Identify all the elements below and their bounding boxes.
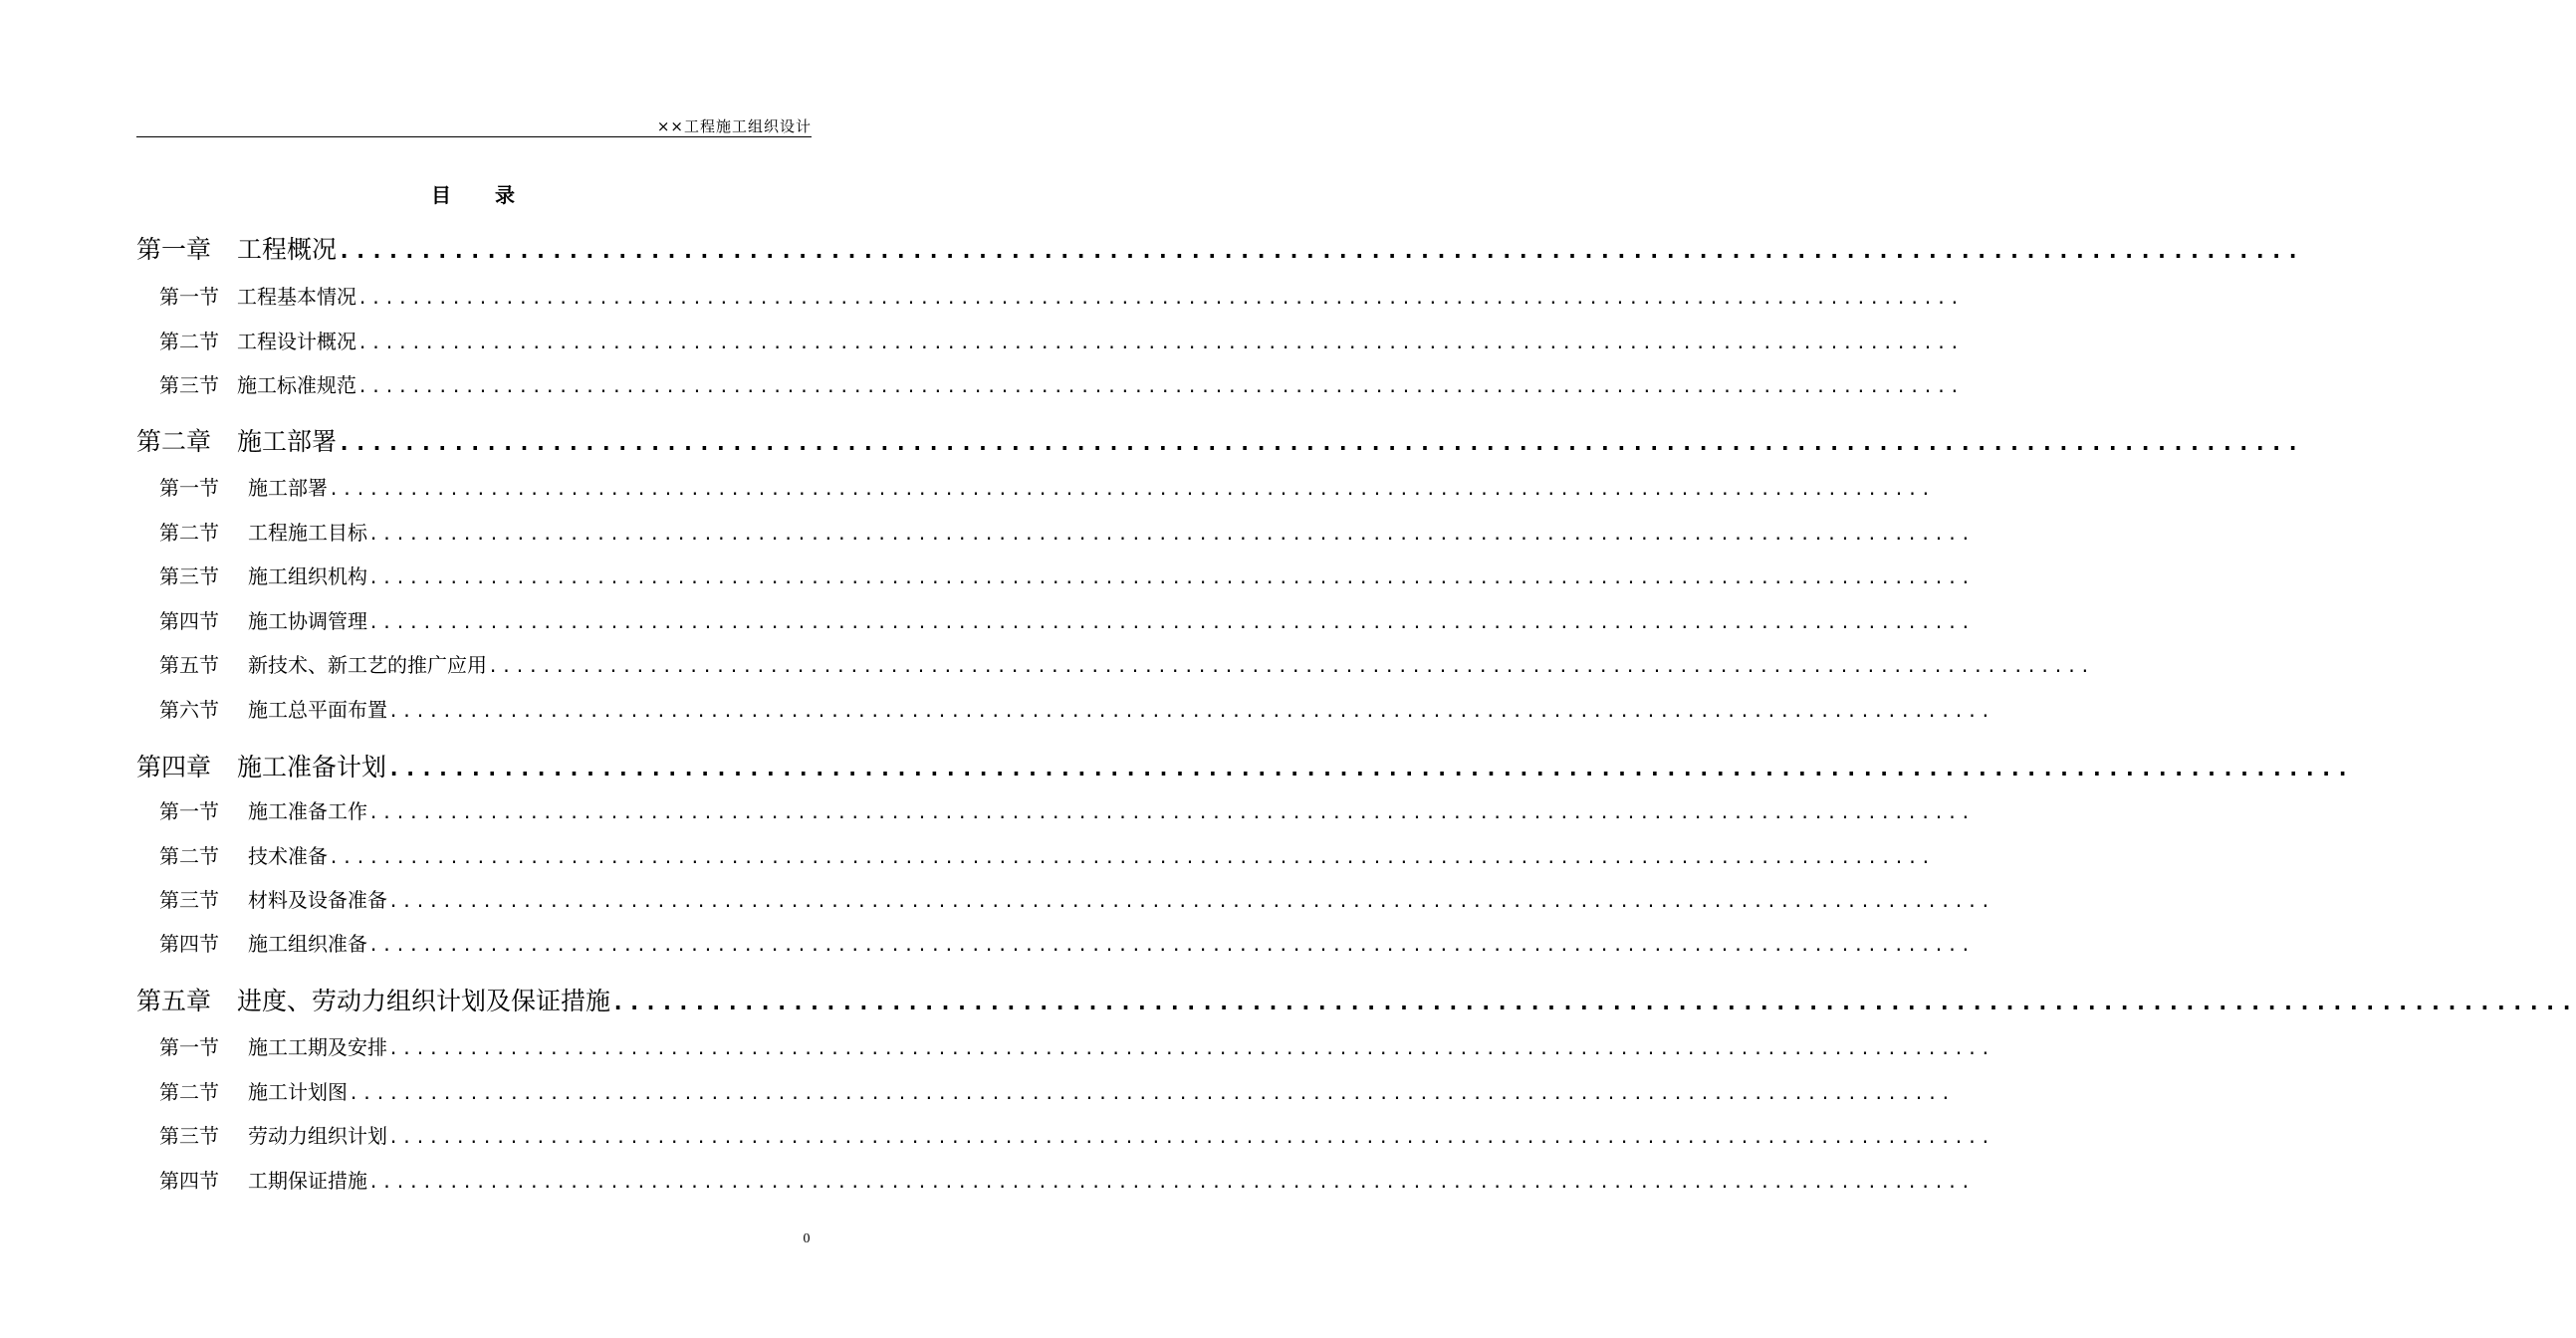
- toc-chapter-entry[interactable]: [136, 230, 2303, 266]
- entry-title: 进度、劳动力组织计划及保证措施: [237, 987, 611, 1015]
- entry-number: 第五节: [159, 653, 219, 677]
- toc-chapter-entry[interactable]: [136, 748, 2353, 783]
- entry-number: 第二章: [136, 427, 212, 456]
- dot-leader: ........................................................................................................................: [388, 702, 1994, 722]
- entry-number: 第四节: [159, 609, 219, 633]
- entry-title: 施工组织机构: [248, 564, 367, 588]
- dot-leader: ........................................................................................................................: [368, 1173, 1975, 1193]
- toc-section-entry[interactable]: [159, 928, 1975, 957]
- running-header: ××工程施工组织设计: [656, 117, 812, 135]
- entry-title: 施工计划图: [248, 1080, 348, 1104]
- entry-title: 劳动力组织计划: [248, 1124, 387, 1148]
- entry-title: 施工部署: [237, 427, 338, 456]
- entry-number: 第三节: [159, 373, 219, 397]
- toc-section-entry[interactable]: [159, 1076, 1955, 1105]
- dot-leader: ........................................................................................................................: [387, 757, 2353, 781]
- entry-title: 施工准备工作: [248, 799, 367, 823]
- entry-title: 施工总平面布置: [248, 698, 387, 722]
- toc-chapter-entry[interactable]: [136, 422, 2303, 458]
- toc-section-entry[interactable]: [159, 560, 1975, 589]
- page-number: 0: [803, 1231, 811, 1246]
- entry-number: 第二节: [159, 330, 219, 353]
- toc-section-entry[interactable]: [159, 472, 1935, 501]
- dot-leader: ........................................................................................................................: [611, 991, 2576, 1015]
- dot-leader: ........................................................................................................................: [338, 239, 2303, 264]
- entry-number: 第一节: [159, 799, 219, 823]
- toc-section-entry[interactable]: [159, 884, 1994, 913]
- dot-leader: ........................................................................................................................: [349, 1084, 1955, 1104]
- entry-title: 施工准备计划: [237, 753, 387, 781]
- toc-section-entry[interactable]: [159, 694, 1994, 723]
- toc-section-entry[interactable]: [159, 326, 1964, 354]
- toc-section-entry[interactable]: [159, 649, 2094, 678]
- entry-number: 第二节: [159, 844, 219, 868]
- entry-title: 工程施工目标: [248, 521, 367, 545]
- dot-leader: ........................................................................................................................: [329, 848, 1935, 868]
- entry-title: 工程设计概况: [237, 330, 356, 353]
- toc-section-entry[interactable]: [159, 840, 1935, 869]
- toc-section-entry[interactable]: [159, 517, 1975, 546]
- entry-number: 第四节: [159, 1169, 219, 1193]
- dot-leader: ........................................................................................................................: [338, 431, 2303, 456]
- entry-number: 第三节: [159, 888, 219, 912]
- dot-leader: ........................................................................................................................: [368, 936, 1975, 956]
- entry-number: 第五章: [136, 987, 212, 1015]
- entry-title: 施工组织准备: [248, 932, 367, 956]
- toc-section-entry[interactable]: [159, 369, 1964, 398]
- entry-title: 材料及设备准备: [248, 888, 387, 912]
- dot-leader: ........................................................................................................................: [488, 657, 2094, 677]
- toc-title-part1: 目: [431, 183, 451, 207]
- toc-section-entry[interactable]: [159, 1120, 1994, 1149]
- entry-number: 第三节: [159, 564, 219, 588]
- entry-number: 第一节: [159, 476, 219, 500]
- entry-number: 第四节: [159, 932, 219, 956]
- dot-leader: ........................................................................................................................: [368, 613, 1975, 633]
- toc-chapter-entry[interactable]: [136, 982, 2576, 1017]
- dot-leader: ........................................................................................................................: [388, 1039, 1994, 1059]
- toc-section-entry[interactable]: [159, 1031, 1994, 1060]
- dot-leader: ........................................................................................................................: [357, 377, 1964, 397]
- toc-section-entry[interactable]: [159, 795, 1975, 824]
- entry-number: 第一节: [159, 285, 219, 309]
- entry-number: 第六节: [159, 698, 219, 722]
- dot-leader: ........................................................................................................................: [368, 803, 1975, 823]
- dot-leader: ........................................................................................................................: [329, 480, 1935, 500]
- entry-number: 第二节: [159, 521, 219, 545]
- entry-number: 第一章: [136, 235, 212, 264]
- dot-leader: ........................................................................................................................: [368, 568, 1975, 588]
- dot-leader: ........................................................................................................................: [368, 525, 1975, 545]
- toc-title: [0, 179, 946, 208]
- entry-number: 第一节: [159, 1035, 219, 1059]
- entry-title: 工期保证措施: [248, 1169, 367, 1193]
- entry-title: 施工部署: [248, 476, 328, 500]
- entry-title: 工程基本情况: [237, 285, 356, 309]
- entry-number: 第三节: [159, 1124, 219, 1148]
- entry-title: 技术准备: [248, 844, 328, 868]
- header-rule: [136, 136, 812, 137]
- toc-section-entry[interactable]: [159, 281, 1964, 310]
- dot-leader: ........................................................................................................................: [357, 334, 1964, 353]
- toc-section-entry[interactable]: [159, 1165, 1975, 1194]
- entry-title: 新技术、新工艺的推广应用: [248, 653, 487, 677]
- entry-number: 第四章: [136, 753, 212, 781]
- entry-title: 施工工期及安排: [248, 1035, 387, 1059]
- dot-leader: ........................................................................................................................: [357, 289, 1964, 309]
- dot-leader: ........................................................................................................................: [388, 1128, 1994, 1148]
- toc-section-entry[interactable]: [159, 605, 1975, 634]
- toc-title-part2: 录: [495, 183, 515, 207]
- dot-leader: ........................................................................................................................: [388, 892, 1994, 912]
- entry-title: 施工协调管理: [248, 609, 367, 633]
- entry-title: 施工标准规范: [237, 373, 356, 397]
- entry-number: 第二节: [159, 1080, 219, 1104]
- entry-title: 工程概况: [237, 235, 338, 264]
